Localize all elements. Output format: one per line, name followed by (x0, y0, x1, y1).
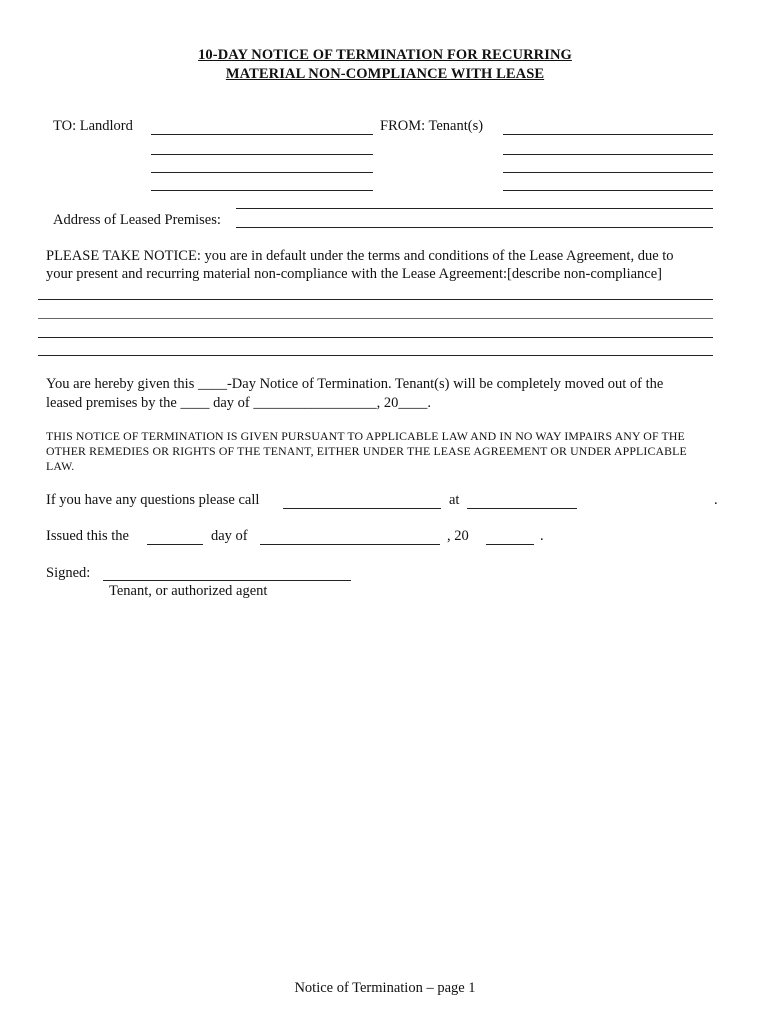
issued-label: Issued this the (46, 528, 129, 544)
tenant-name-field-2[interactable] (503, 154, 713, 155)
from-tenant-label: FROM: Tenant(s) (380, 118, 484, 134)
termination-line-1: You are hereby given this ____-Day Notice of Termination. Tenant(s) will be completely moved out of the (46, 376, 664, 392)
issued-year-prefix: , 20 (447, 528, 469, 544)
page-footer: Notice of Termination – page 1 (294, 980, 476, 996)
signature-field[interactable] (103, 580, 351, 581)
tenant-name-field-5[interactable] (236, 208, 713, 209)
contact-time-field[interactable] (467, 508, 577, 509)
signature-caption: Tenant, or authorized agent (109, 583, 268, 599)
document-title-line-2: MATERIAL NON-COMPLIANCE WITH LEASE (225, 66, 545, 82)
non-compliance-field-3[interactable] (38, 337, 713, 338)
non-compliance-field-4[interactable] (38, 355, 713, 356)
issued-year-field[interactable] (486, 544, 534, 545)
landlord-name-field-2[interactable] (151, 154, 373, 155)
notice-line-2: your present and recurring material non-compliance with the Lease Agreement:[describe non-compliance] (46, 266, 662, 282)
to-landlord-label: TO: Landlord (53, 118, 133, 134)
landlord-name-field-1[interactable] (151, 134, 373, 135)
legal-line-1: THIS NOTICE OF TERMINATION IS GIVEN PURSUANT TO APPLICABLE LAW AND IN NO WAY IMPAIRS ANY OF THE (46, 429, 685, 443)
issued-month-field[interactable] (260, 544, 440, 545)
phone-field[interactable] (283, 508, 441, 509)
signed-label: Signed: (46, 565, 91, 581)
landlord-name-field-4[interactable] (151, 190, 373, 191)
termination-line-2: leased premises by the ____ day of _________________, 20____. (46, 395, 432, 411)
address-label: Address of Leased Premises: (53, 212, 221, 228)
questions-end: . (714, 492, 718, 508)
notice-line-1: PLEASE TAKE NOTICE: you are in default under the terms and conditions of the Lease Agreement, due to (46, 248, 674, 264)
questions-label: If you have any questions please call (46, 492, 260, 508)
address-field[interactable] (236, 227, 713, 228)
issued-day-field[interactable] (147, 544, 203, 545)
legal-line-2: OTHER REMEDIES OR RIGHTS OF THE TENANT, EITHER UNDER THE LEASE AGREEMENT OR UNDER APPLICABLE (46, 444, 687, 458)
legal-line-3: LAW. (46, 459, 75, 473)
document-title-line-1: 10-DAY NOTICE OF TERMINATION FOR RECURRING (198, 47, 572, 63)
landlord-name-field-3[interactable] (151, 172, 373, 173)
questions-at: at (449, 492, 460, 508)
issued-day-of: day of (211, 528, 248, 544)
non-compliance-field-2[interactable] (38, 318, 713, 319)
tenant-name-field-4[interactable] (503, 190, 713, 191)
tenant-name-field-3[interactable] (503, 172, 713, 173)
issued-end: . (540, 528, 544, 544)
non-compliance-field-1[interactable] (38, 299, 713, 300)
tenant-name-field-1[interactable] (503, 134, 713, 135)
